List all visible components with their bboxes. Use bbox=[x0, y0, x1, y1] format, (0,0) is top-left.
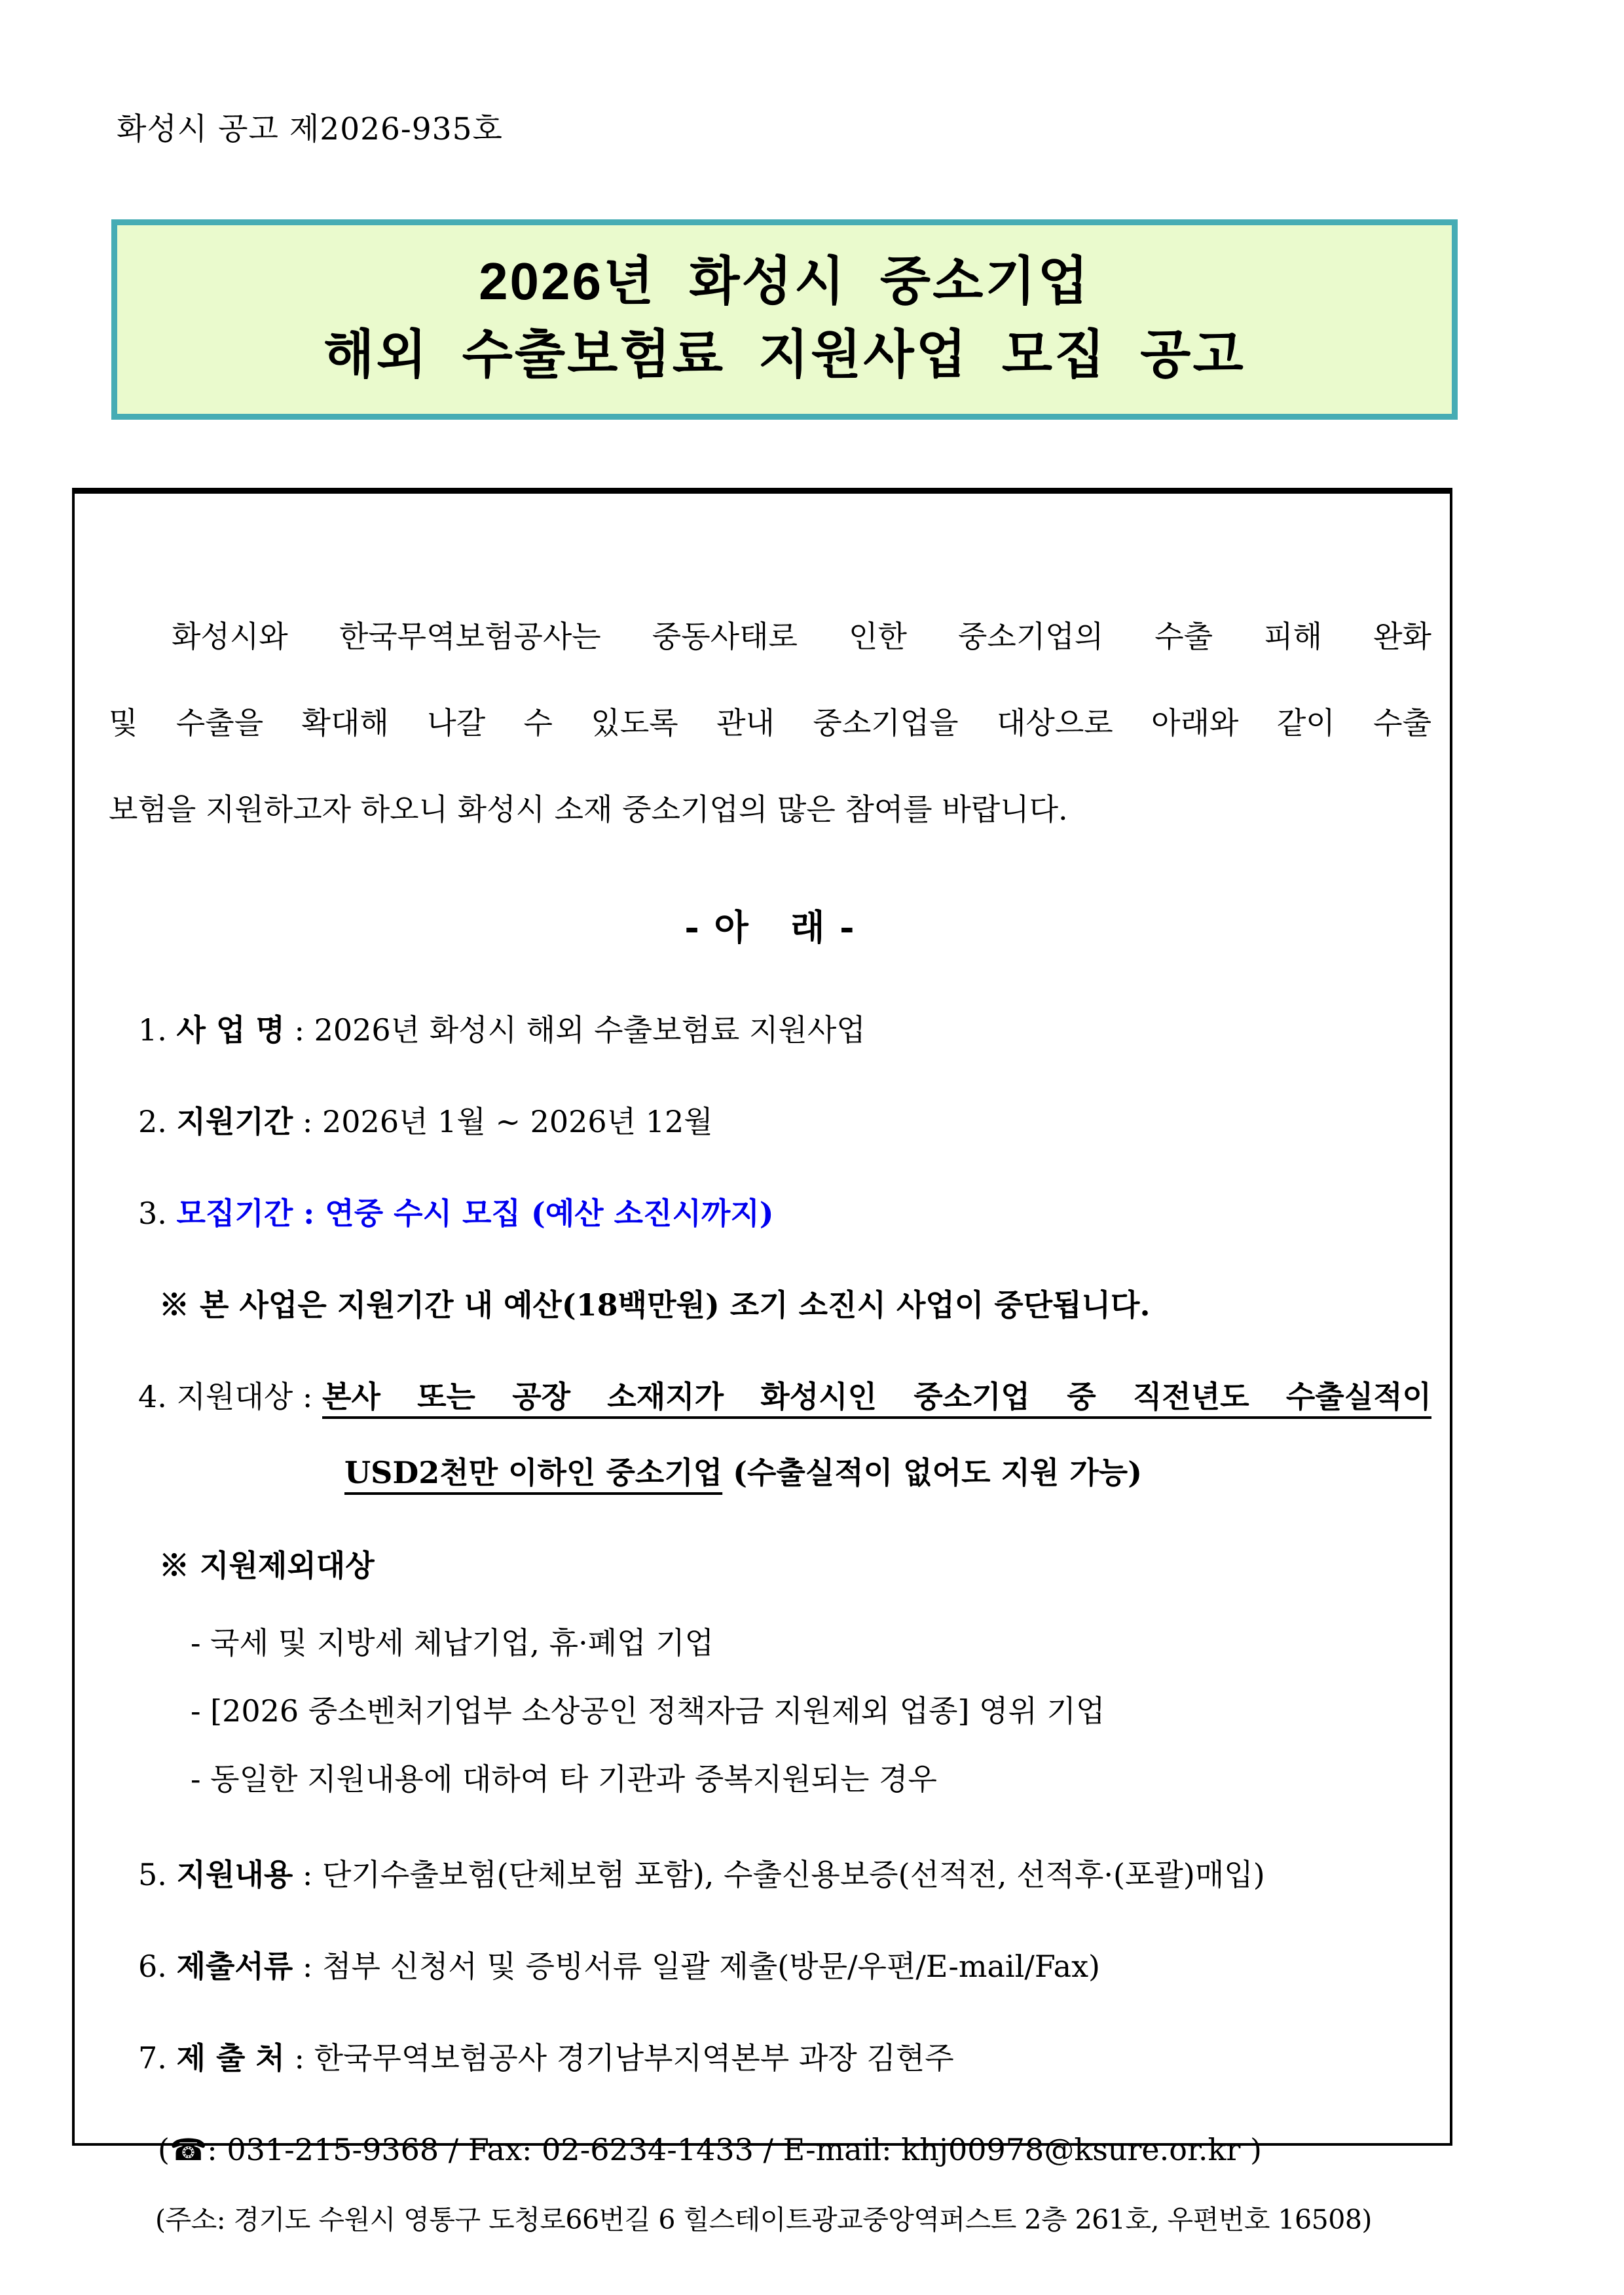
exclusion-heading: ※ 지원제외대상 bbox=[159, 1548, 375, 1583]
item-required-documents bbox=[138, 1947, 1431, 1986]
item-text: 한국무역보험공사 경기남부지역본부 과장 김현주 bbox=[314, 2040, 954, 2076]
intro-paragraph bbox=[109, 593, 1431, 853]
support-target-underline-line1: 본사 또는 공장 소재지가 화성시인 중소기업 중 직전년도 수출실적이 bbox=[322, 1379, 1431, 1414]
item-text: 연중 수시 모집 (예산 소진시까지) bbox=[325, 1196, 774, 1231]
content-box bbox=[72, 488, 1452, 2235]
item-text: 2026년 1월 ~ 2026년 12월 bbox=[322, 1104, 713, 1139]
item-recruitment-period bbox=[138, 1194, 1431, 1233]
contact-text: : 031-215-9368 / Fax: 02-6234-1433 / E-mail: khj00978@ksure.or.kr ) bbox=[207, 2132, 1262, 2167]
budget-note: ※ 본 사업은 지원기간 내 예산(18백만원) 조기 소진시 사업이 중단됩니다. bbox=[159, 1287, 1151, 1323]
support-target-line2 bbox=[344, 1453, 1431, 1492]
item-label: 사 업 명 bbox=[176, 1012, 285, 1048]
item-label: 지원내용 bbox=[176, 1857, 293, 1892]
item-colon: : bbox=[293, 1379, 323, 1414]
item-business-name bbox=[138, 1010, 1431, 1050]
item-support-content bbox=[138, 1855, 1431, 1894]
intro-line-1: 화성시와 한국무역보험공사는 중동사태로 인한 중소기업의 수출 피해 완화 bbox=[172, 619, 1431, 654]
page-title-line1: 2026년 화성시 중소기업 bbox=[479, 252, 1090, 310]
intro-line-3: 보험을 지원하고자 하오니 화성시 소재 중소기업의 많은 참여를 바랍니다. bbox=[109, 792, 1068, 827]
contact-line bbox=[158, 2130, 1431, 2169]
item-label: 지원기간 bbox=[176, 1104, 293, 1139]
item-number: 5. bbox=[138, 1857, 177, 1892]
item-label: 모집기간 bbox=[176, 1196, 293, 1231]
contact-open-paren: ( bbox=[158, 2132, 170, 2167]
exclusion-bullet-1: - 국세 및 지방세 체납기업, 휴·폐업 기업 bbox=[191, 1625, 714, 1661]
item-support-period bbox=[138, 1102, 1431, 1141]
support-target-suffix: (수출실적이 없어도 지원 가능) bbox=[722, 1455, 1143, 1490]
item-number: 6. bbox=[138, 1949, 177, 1984]
item-number: 7. bbox=[138, 2040, 177, 2076]
item-text: 첨부 신청서 및 증빙서류 일괄 제출(방문/우편/E-mail/Fax) bbox=[322, 1949, 1100, 1984]
item-number: 3. bbox=[138, 1196, 177, 1231]
page-title-line2: 해외 수출보험료 지원사업 모집 공고 bbox=[323, 325, 1246, 384]
item-colon: : bbox=[284, 1012, 314, 1048]
item-number: 2. bbox=[138, 1104, 177, 1139]
items-list bbox=[138, 1010, 1431, 2239]
intro-line-2: 및 수출을 확대해 나갈 수 있도록 관내 중소기업을 대상으로 아래와 같이 수출 bbox=[109, 705, 1431, 741]
item-number: 1. bbox=[138, 1012, 177, 1048]
item-colon: : bbox=[284, 2040, 314, 2076]
phone-icon: ☎ bbox=[169, 2132, 208, 2167]
item-submission-office bbox=[138, 2038, 1431, 2078]
below-heading: - 아 래 - bbox=[684, 906, 856, 948]
title-box bbox=[111, 219, 1458, 420]
item-label: 제출서류 bbox=[176, 1949, 293, 1984]
address-line: (주소: 경기도 수원시 영통구 도청로66번길 6 힐스테이트광교중앙역퍼스트 2층 261호, 우편번호 16508) bbox=[155, 2204, 1372, 2235]
item-text: 단기수출보험(단체보험 포함), 수출신용보증(선적전, 선적후·(포괄)매입) bbox=[322, 1857, 1265, 1892]
item-text: 2026년 화성시 해외 수출보험료 지원사업 bbox=[314, 1012, 866, 1048]
exclusion-bullet-3: - 동일한 지원내용에 대하여 타 기관과 중복지원되는 경우 bbox=[191, 1761, 937, 1797]
exclusion-bullet-2: - [2026 중소벤처기업부 소상공인 정책자금 지원제외 업종] 영위 기업 bbox=[191, 1693, 1105, 1729]
item-colon: : bbox=[293, 1104, 323, 1139]
notice-number: 화성시 공고 제2026-935호 bbox=[117, 111, 503, 147]
support-target-underline-line2: USD2천만 이하인 중소기업 bbox=[344, 1455, 723, 1490]
item-colon: : bbox=[293, 1857, 323, 1892]
item-label: 지원대상 bbox=[176, 1379, 293, 1414]
item-colon: : bbox=[293, 1196, 325, 1231]
item-colon: : bbox=[293, 1949, 323, 1984]
item-number: 4. bbox=[138, 1379, 177, 1414]
item-label: 제 출 처 bbox=[176, 2040, 285, 2076]
item-support-target bbox=[138, 1377, 1431, 1416]
